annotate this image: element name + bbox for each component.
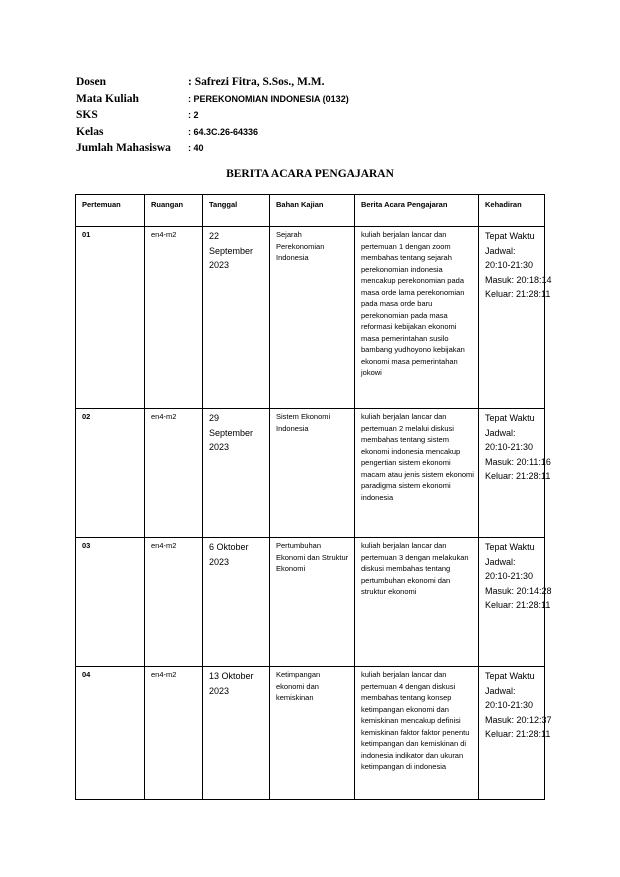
mata-kuliah-row (76, 91, 349, 108)
mata-kuliah-value: : PEREKONOMIAN INDONESIA (0132) (188, 93, 349, 104)
ruangan-cell: en4-m2 (145, 409, 203, 538)
tanggal-cell: 6 Oktober 2023 (203, 538, 270, 667)
tanggal-cell: 22 September 2023 (203, 227, 270, 409)
col-header-ruangan: Ruangan (145, 195, 203, 227)
berita-cell: kuliah berjalan lancar dan pertemuan 4 dengan diskusi membahas tentang konsep ketimpangan ekonomi dan kemiskinan mencakup definisi kemiskinan faktor faktor penentu ketimpangan dan kemiskinan di indonesia indikator dan ukuran ketimpangan di indonesia (355, 667, 479, 800)
dosen-label: Dosen (76, 76, 107, 89)
teaching-log-table (75, 194, 552, 800)
kehadiran-keluar: Keluar: 21:28:11 (485, 289, 551, 299)
kehadiran-cell (479, 667, 552, 800)
kelas-label: Kelas (76, 125, 104, 138)
pertemuan-cell: 01 (76, 227, 145, 409)
kehadiran-status: Tepat Waktu (485, 413, 535, 423)
kehadiran-jadwal: Jadwal: 20:10-21:30 (485, 556, 534, 581)
table-row (76, 667, 545, 800)
dosen-value: : Safrezi Fitra, S.Sos., M.M. (188, 76, 325, 89)
pertemuan-cell: 03 (76, 538, 145, 667)
kehadiran-keluar: Keluar: 21:28:11 (485, 600, 551, 610)
jumlah-value: : 40 (188, 143, 204, 154)
kehadiran-jadwal: Jadwal: 20:10-21:30 (485, 245, 534, 270)
col-header-berita-acara: Berita Acara Pengajaran (355, 195, 479, 227)
col-header-pertemuan: Pertemuan (76, 195, 145, 227)
kehadiran-keluar: Keluar: 21:28:11 (485, 471, 551, 481)
sks-value: : 2 (188, 110, 199, 121)
kehadiran-masuk: Masuk: 20:14:28 (485, 585, 552, 596)
table-row (76, 227, 545, 409)
kehadiran-masuk: Masuk: 20:18:14 (485, 274, 552, 285)
col-header-kehadiran: Kehadiran (479, 195, 545, 227)
ruangan-cell: en4-m2 (145, 538, 203, 667)
kehadiran-status: Tepat Waktu (485, 671, 535, 681)
kehadiran-status: Tepat Waktu (485, 231, 535, 241)
table-header-row (76, 195, 545, 227)
jumlah-label: Jumlah Mahasiswa (76, 142, 171, 155)
kehadiran-masuk: Masuk: 20:11:16 (485, 456, 551, 467)
kehadiran-cell (479, 227, 552, 409)
kehadiran-masuk: Masuk: 20:12:37 (485, 714, 552, 725)
bahan-cell: Sistem Ekonomi Indonesia (270, 409, 355, 538)
tanggal-cell: 13 Oktober 2023 (203, 667, 270, 800)
bahan-cell: Pertumbuhan Ekonomi dan Struktur Ekonomi (270, 538, 355, 667)
berita-cell: kuliah berjalan lancar dan pertemuan 3 dengan melakukan diskusi membahas tentang pertumbuhan ekonomi dan struktur ekonomi (355, 538, 479, 667)
berita-cell: kuliah berjalan lancar dan pertemuan 1 dengan zoom membahas tentang sejarah perekonomian indonesia mencakup perekonomian pada masa orde lama perekonomian pada masa orde baru perekonomian pada masa reformasi kebijakan ekonomi masa pemerintahan susilo bambang yudhoyono kebijakan ekonomi masa pemerintahan jokowi (355, 227, 479, 409)
dosen-row (76, 74, 349, 91)
pertemuan-cell: 04 (76, 667, 145, 800)
sks-label: SKS (76, 109, 98, 122)
page-title: BERITA ACARA PENGAJARAN (226, 168, 394, 180)
tanggal-cell: 29 September 2023 (203, 409, 270, 538)
kehadiran-jadwal: Jadwal: 20:10-21:30 (485, 685, 534, 710)
bahan-cell: Sejarah Perekonomian Indonesia (270, 227, 355, 409)
berita-cell: kuliah berjalan lancar dan pertemuan 2 melalui diskusi membahas tentang sistem ekonomi indonesia mencakup pengertian sistem ekonomi macam atau jenis sistem ekonomi paradigma sistem ekonomi indonesia (355, 409, 479, 538)
jumlah-row (76, 140, 349, 157)
kehadiran-jadwal: Jadwal: 20:10-21:30 (485, 427, 534, 452)
bahan-cell: Ketimpangan ekonomi dan kemiskinan (270, 667, 355, 800)
kelas-value: : 64.3C.26-64336 (188, 126, 259, 137)
kehadiran-status: Tepat Waktu (485, 542, 535, 552)
ruangan-cell: en4-m2 (145, 227, 203, 409)
col-header-tanggal: Tanggal (203, 195, 270, 227)
kehadiran-keluar: Keluar: 21:28:11 (485, 729, 551, 739)
pertemuan-cell: 02 (76, 409, 145, 538)
sks-row (76, 107, 349, 124)
kehadiran-cell (479, 409, 551, 538)
table-row (76, 409, 545, 538)
col-header-bahan-kajian: Bahan Kajian (270, 195, 355, 227)
mata-kuliah-label: Mata Kuliah (76, 92, 139, 105)
kehadiran-cell (479, 538, 552, 667)
course-info (76, 74, 349, 157)
table-row (76, 538, 545, 667)
ruangan-cell: en4-m2 (145, 667, 203, 800)
kelas-row (76, 124, 349, 141)
